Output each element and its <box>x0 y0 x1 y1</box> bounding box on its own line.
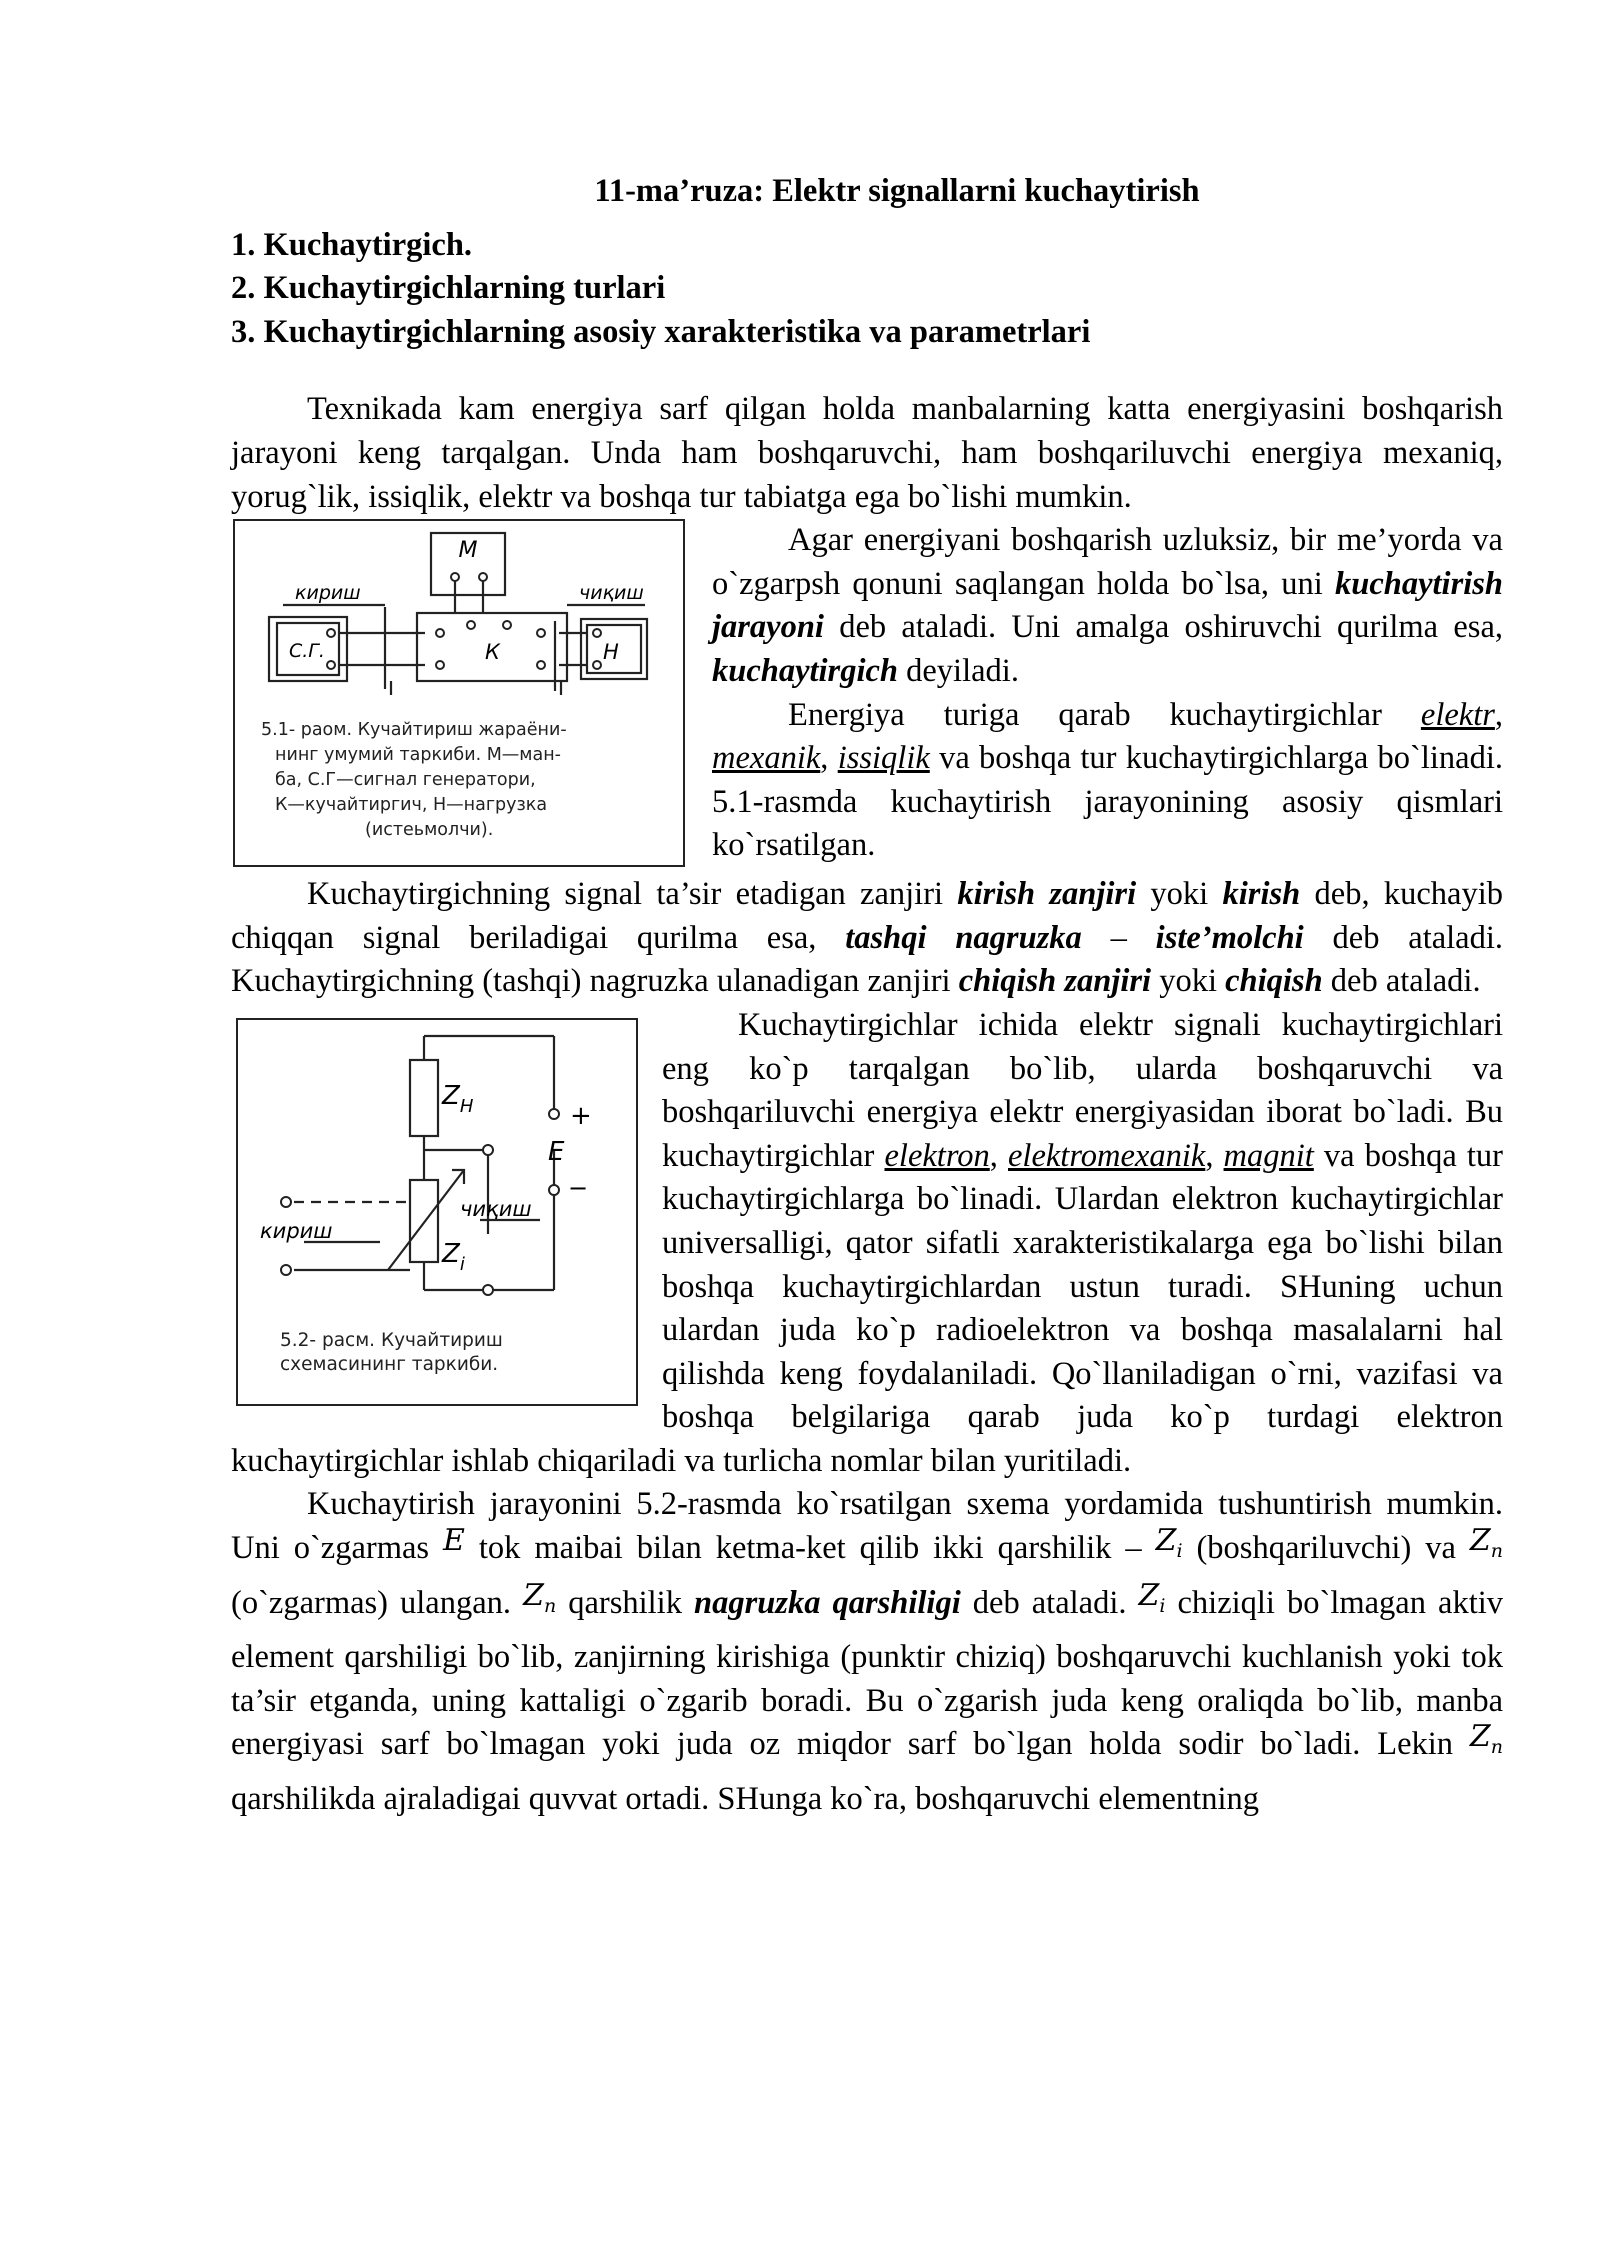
label-sg: С.Г. <box>289 640 325 663</box>
amplification-process-diagram <box>235 521 683 865</box>
paragraph-electronic-amplifiers: Kuchaytirgichlar ichida elektr signali kuchaytirgichlari eng ko`p tarqalgan bo`lib, ularda boshqaruvchi va boshqariluvchi energiya elektr energiyasidan iborat bo`ladi. Bu kuchaytirgichlar elektron, elektromexanik, magnit va boshqa tur kuchaytirgichlarga bo`linadi. Ulardan elektron kuchaytirgichlar universalligi, qator sifatli xarakteristikalarga ega bo`lishi bilan boshqa kuchaytirgichlardan ustun turadi. SHuning uchun ulardan juda ko`p radioelektron va boshqa masalalarni hal qilishda keng foydalaniladi. Qo`llaniladigan o`rni, vazifasi va boshqa belgilariga qarab juda ko`p turdagi elektron kuchaytirgichlar ishlab chiqariladi va turlicha nomlar bilan yuritiladi. <box>231 1006 1503 1479</box>
label-minus: − <box>568 1173 589 1202</box>
label-h: Н <box>603 640 619 665</box>
caption-line: 5.2- расм. Кучайтириш <box>280 1329 503 1351</box>
paragraph-input-output: Kuchaytirgichning signal ta’sir etadigan zanjiri kirish zanjiri yoki kirish deb, kuchayib chiqqan signal beriladigai qurilma esa, tashqi nagruzka – iste’molchi deb ataladi. Kuchaytirgichning (tashqi) nagruzka ulanadigan zanjiri chiqish zanjiri yoki chiqish deb ataladi. <box>231 876 1504 1000</box>
label-zi: $Z_i$ <box>442 1238 465 1275</box>
label-k: К <box>485 640 500 665</box>
document-page <box>231 170 1503 1822</box>
label-input: кириш <box>295 582 361 605</box>
symbol-e: E <box>443 1523 465 1559</box>
lecture-title: 11-ma’ruza: Elektr signallarni kuchaytirish <box>594 173 1200 209</box>
toc-item: 3. Kuchaytirgichlarning asosiy xarakteristika va parametrlari <box>231 313 1091 350</box>
table-of-contents <box>231 224 1503 355</box>
resistor-zn <box>410 1060 438 1136</box>
caption-line: 5.1- раом. Кучайтириш жараёни- <box>261 720 567 741</box>
label-plus: + <box>570 1100 592 1131</box>
paragraph-definition: Agar energiyani boshqarish uzluksiz, bir me’yorda va o`zgarpsh qonuni saqlangan holda bo`lsa, uni kuchaytirish jarayoni deb ataladi. Uni amalga oshiruvchi qurilma esa, kuchaytirgich deyiladi. <box>712 522 1503 689</box>
figure-5-1 <box>233 519 685 867</box>
symbol-zn: $Z_n$ <box>1469 1719 1503 1759</box>
label-output: чиқиш <box>460 1196 532 1221</box>
label-m: М <box>458 538 478 564</box>
label-output: чиқиш <box>579 582 644 605</box>
symbol-zi: $Z_i$ <box>1155 1523 1183 1563</box>
caption-line: ба, С.Г—сигнал генератори, <box>275 770 536 791</box>
paragraph-explanation: Kuchaytirish jarayonini 5.2-rasmda ko`rsatilgan sxema yordamida tushuntirish mumkin. Uni o`zgarmas E tok maibai bilan ketma-ket qilib ikki qarshilik – $Z_i$ (boshqariluvchi) va $Z_n$ (o`zgarmas) ulangan. $Z_n$ qarshilik nagruzka qarshiligi deb ataladi. $Z_i$ chiziqli bo`lmagan aktiv element qarshiligi bo`lib, zanjirning kirishiga (punktir chiziq) boshqaruvchi kuchlanish yoki tok ta’sir etganda, uning kattaligi o`zgarib boradi. Bu o`zgarish juda keng oraliqda bo`lib, manba energiyasi sarf bo`lmagan yoki juda oz miqdor sarf bo`lgan holda sodir bo`ladi. Lekin $Z_n$ qarshilikda ajraladigai quvvat ortadi. SHunga ko`ra, boshqaruvchi elementning <box>231 1486 1504 1818</box>
caption-line: нинг умумий таркиби. М—ман- <box>275 745 561 766</box>
symbol-zn: $Z_n$ <box>1469 1523 1503 1563</box>
label-zn: $Z_Н$ <box>442 1080 474 1117</box>
symbol-zn: $Z_n$ <box>523 1577 557 1617</box>
caption-line: (истеьмолчи). <box>365 820 494 841</box>
paragraph-types: Energiya turiga qarab kuchaytirgichlar elektr, mexanik, issiqlik va boshqa tur kuchaytirgichlarga bo`linadi. 5.1-rasmda kuchaytirish jarayonining asosiy qismlari ko`rsatilgan. <box>712 696 1504 864</box>
toc-item: 1. Kuchaytirgich. <box>231 226 473 263</box>
caption-line: К—кучайтиргич, Н—нагрузка <box>275 795 548 816</box>
paragraph-intro: Texnikada kam energiya sarf qilgan holda manbalarning katta energiyasini boshqarish jarayoni keng tarqalgan. Unda ham boshqaruvchi, ham boshqariluvchi energiya mexaniq, yorug`lik, issiqlik, elektr va boshqa tur tabiatga ega bo`lishi mumkin. <box>231 391 1503 515</box>
label-input: кириш <box>260 1218 333 1243</box>
toc-item: 2. Kuchaytirgichlarning turlari <box>231 270 666 307</box>
label-e: E <box>548 1136 565 1167</box>
symbol-zi: $Z_i$ <box>1138 1577 1166 1617</box>
caption-line: схемасининг таркиби. <box>280 1353 499 1375</box>
amplifier-circuit-diagram <box>238 1020 636 1404</box>
figure-5-2 <box>236 1018 638 1406</box>
